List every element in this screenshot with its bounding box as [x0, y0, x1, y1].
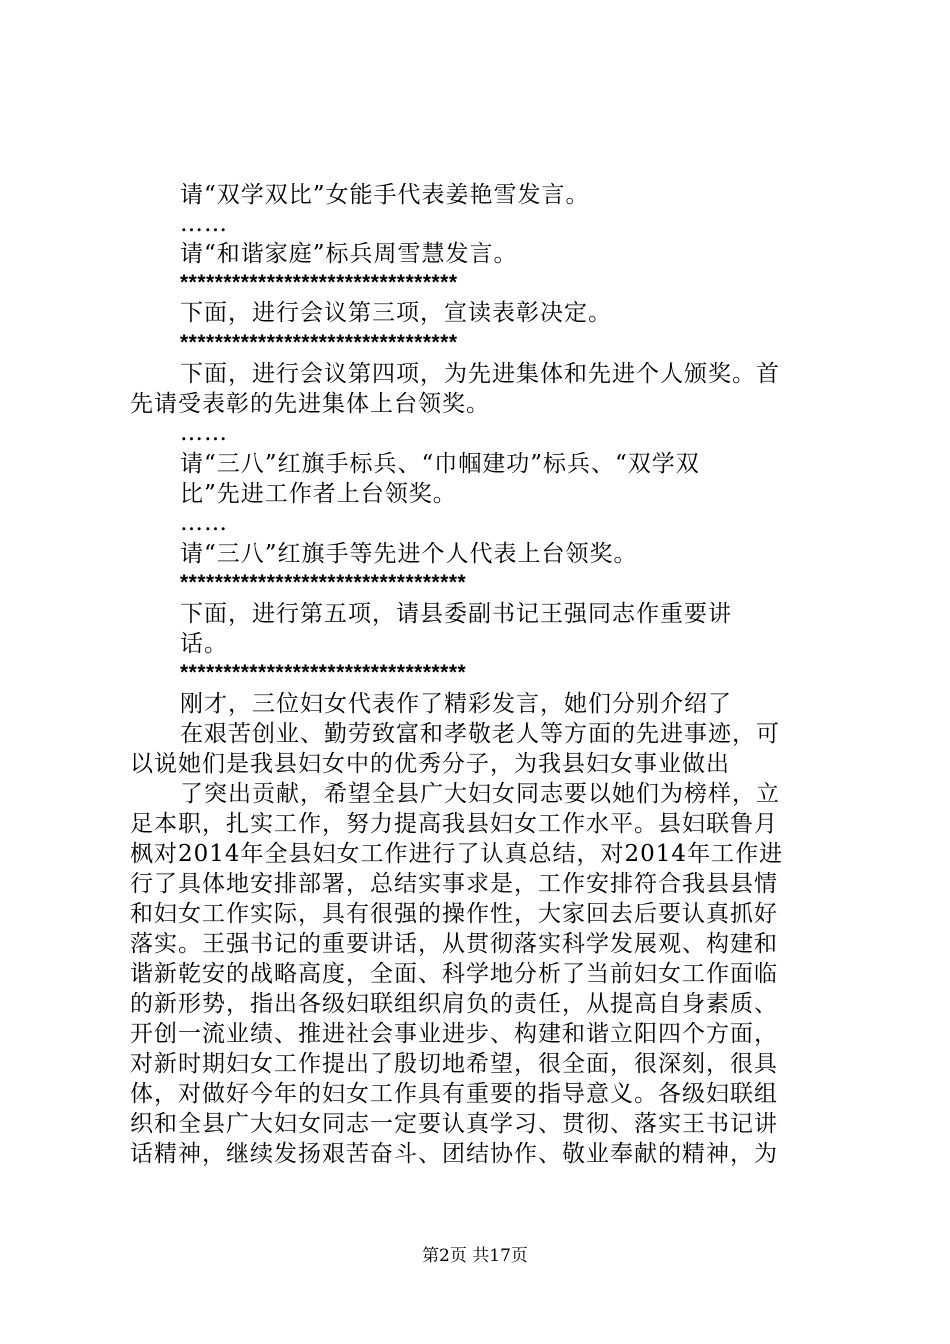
text-line: 落实。王强书记的重要讲话，从贯彻落实科学发展观、构建和 [130, 931, 778, 957]
text-line: 请“和谐家庭”标兵周雪慧发言。 [180, 241, 518, 267]
text-line: 枫对2014年全县妇女工作进行了认真总结，对2014年工作进 [130, 841, 784, 867]
text-line: 请“双学双比”女能手代表姜艳雪发言。 [180, 182, 590, 208]
text-line: 请“三八”红旗手标兵、“巾帼建功”标兵、“双学双 [180, 451, 700, 477]
separator-line: ******************************** [180, 271, 458, 294]
text-line: 了突出贡献，希望全县广大妇女同志要以她们为榜样，立 [180, 781, 780, 807]
text-line: 先请受表彰的先进集体上台领奖。 [130, 391, 490, 417]
page-number-footer: 第2页 共17页 [422, 1246, 528, 1266]
separator-line: ********************************* [180, 571, 467, 594]
ellipsis-line: …… [180, 510, 228, 536]
text-line: 谐新乾安的战略高度，全面、科学地分析了当前妇女工作面临 [130, 961, 778, 987]
text-line: 对新时期妇女工作提出了殷切地希望，很全面，很深刻，很具 [130, 1051, 778, 1077]
text-line: 请“三八”红旗手等先进个人代表上台领奖。 [180, 541, 638, 567]
text-line: 开创一流业绩、推进社会事业进步、构建和谐立阳四个方面， [130, 1021, 778, 1047]
ellipsis-line: …… [180, 211, 228, 237]
text-line: 体，对做好今年的妇女工作具有重要的指导意义。各级妇联组 [130, 1081, 778, 1107]
text-line: 下面，进行第五项，请县委副书记王强同志作重要讲 [180, 601, 732, 627]
text-line: 在艰苦创业、勤劳致富和孝敬老人等方面的先进事迹，可 [180, 721, 780, 747]
text-line: 足本职，扎实工作，努力提高我县妇女工作水平。县妇联鲁月 [130, 811, 778, 837]
separator-line: ******************************** [180, 331, 458, 354]
text-line: 下面，进行会议第四项，为先进集体和先进个人颁奖。首 [180, 361, 780, 387]
text-line: 比”先进工作者上台领奖。 [180, 481, 457, 507]
text-line: 织和全县广大妇女同志一定要认真学习、贯彻、落实王书记讲 [130, 1111, 778, 1137]
text-line: 话。 [180, 631, 228, 657]
text-line: 话精神，继续发扬艰苦奋斗、团结协作、敬业奉献的精神，为 [130, 1141, 778, 1167]
text-line: 的新形势，指出各级妇联组织肩负的责任，从提高自身素质、 [130, 991, 778, 1017]
text-line: 以说她们是我县妇女中的优秀分子，为我县妇女事业做出 [130, 751, 730, 777]
ellipsis-line: …… [180, 420, 228, 446]
text-line: 和妇女工作实际，具有很强的操作性，大家回去后要认真抓好 [130, 901, 778, 927]
separator-line: ********************************* [180, 661, 467, 684]
text-line: 行了具体地安排部署，总结实事求是，工作安排符合我县县情 [130, 871, 778, 897]
text-line: 下面，进行会议第三项，宣读表彰决定。 [180, 300, 612, 326]
text-line: 刚才，三位妇女代表作了精彩发言，她们分别介绍了 [180, 691, 732, 717]
